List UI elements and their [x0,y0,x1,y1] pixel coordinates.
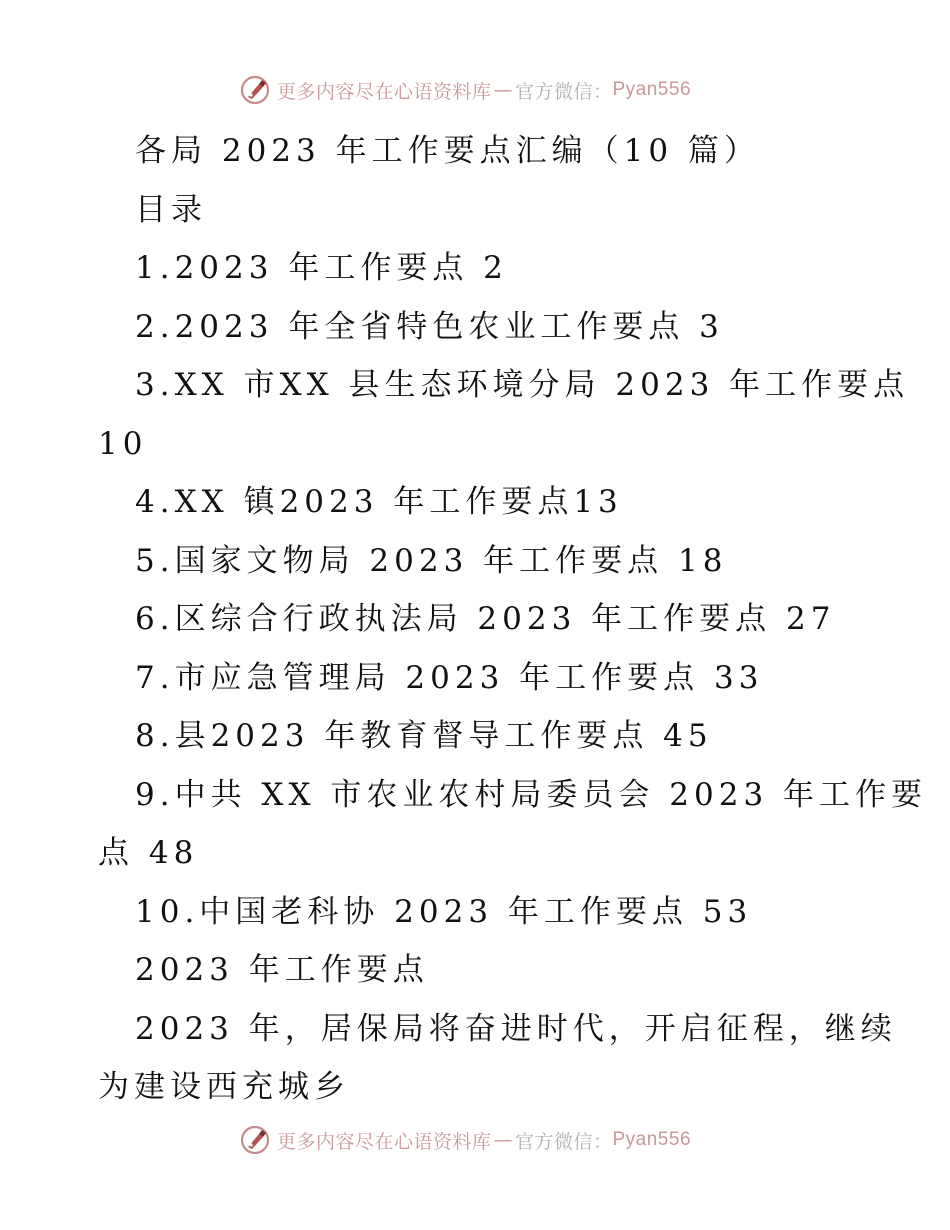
watermark-official-label: 官方微信： [514,80,613,103]
document-line: 各局 2023 年工作要点汇编（10 篇） [135,133,760,169]
document-line: 3.XX 市XX 县生态环境分局 2023 年工作要点 [135,367,910,403]
watermark-text: 更多内容尽在心语资料库 [276,80,492,103]
document-line: 5.国家文物局 2023 年工作要点 18 [135,542,728,579]
document-line: 10 [98,425,148,462]
pen-nib-circle-icon [239,74,271,106]
document-line: 点 48 [98,835,199,871]
document-line: 2.2023 年全省特色农业工作要点 3 [135,308,724,345]
watermark-separator: — [493,1129,513,1151]
pen-nib-circle-icon [239,1124,271,1156]
document-line: 2023 年工作要点 [135,952,429,988]
watermark-text: 更多内容尽在心语资料库 [276,1130,492,1153]
document-line: 7.市应急管理局 2023 年工作要点 33 [135,659,764,696]
document-line: 8.县2023 年教育督导工作要点 45 [135,718,713,754]
watermark-wechat-id: Pyan556 [612,79,692,100]
watermark-footer [0,1120,950,1160]
document-line: 10.中国老科协 2023 年工作要点 53 [135,893,753,930]
document-line: 1.2023 年工作要点 2 [135,250,508,286]
watermark-header [0,70,950,110]
document-line: 2023 年，居保局将奋进时代，开启征程，继续 [135,1010,897,1047]
document-line: 9.中共 XX 市农业农村局委员会 2023 年工作要 [135,776,928,813]
watermark-official-label: 官方微信： [514,1130,613,1153]
document-line: 目录 [135,191,207,228]
document-line: 4.XX 镇2023 年工作要点13 [135,484,623,520]
document-line: 6.区综合行政执法局 2023 年工作要点 27 [135,601,836,637]
watermark-separator: — [493,79,513,101]
document-body [98,122,928,1117]
watermark-wechat-id: Pyan556 [612,1129,692,1150]
document-line: 为建设西充城乡 [98,1069,350,1105]
